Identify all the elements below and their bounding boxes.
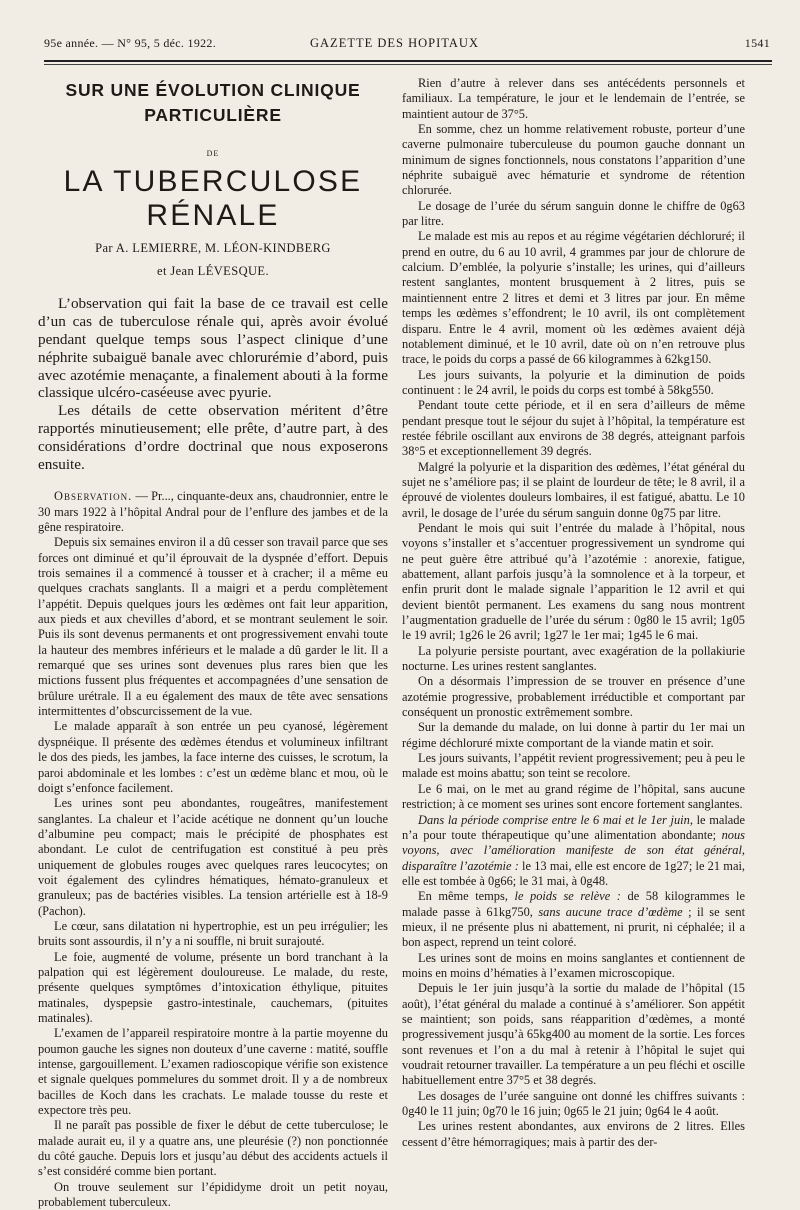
azotemia-values: le 13 mai, elle est encore de 1g27; le 21 mai, elle est tombée à 0g66; le 31 mai, à 0g48. (402, 858, 745, 888)
intro-paragraph: Les détails de cette observation méritent d’être rapportés minutieusement; elle prête, d’autre part, à des considérations d’ordre doctrinal que nous exposerons ensuite. (38, 402, 388, 473)
header-rule-thin (44, 64, 772, 65)
body-paragraph: Les jours suivants, l’appétit revient progressivement; peu à peu le malade est moins abattu; son teint se recolore. (402, 751, 745, 781)
article-intro (38, 295, 388, 473)
body-paragraph: Pendant le mois qui suit l’entrée du malade à l’hôpital, nous voyons s’installer et s’accentuer progressivement un syndrome qui ne peut guère être attribué qu’à l’azotémie : anorexie, fatigue, abattement, allant parfois jusqu’à la somnolence et à la torpeur, et enfin prurit dont le malade signale l’apparition le 12 avril et qui devient bientôt permanent. Les examens du sang nous montrent l’augmentation graduelle de l’urée du sérum : 0g80 le 15 avril; 1g05 le 19 avril; 1g26 le 26 avril; 1g27 le 1er mai; 1g45 le 6 mai. (402, 520, 745, 643)
weight-text-b: de 58 kilogrammes le malade passe à 61kg750, (402, 889, 745, 919)
weight-text-c: ; il se sent mieux, il ne présente plus ni abattement, ni prurit, ni céphalée; il a bon aspect, reprend un teint coloré. (402, 904, 746, 950)
body-paragraph: Les urines sont peu abondantes, rougeâtres, manifestement sanglantes. La chaleur et l’acide acétique ne donnent qu’un louche d’albumine peu compact; mais le précipité de phosphates est abondant. Le culot de centrifugation est constitué à peu près uniquement de globules rouges avec quelques rares leucocytes; on voit également des cylindres hématiques, hémato-granuleux et granuleux; pas de bactéries visibles. La tension artérielle est à 18-9 (Pachon). (38, 796, 388, 918)
body-paragraph: La polyurie persiste pourtant, avec exagération de la pollakiurie nocturne. Les urines restent sanglantes. (402, 643, 745, 674)
authors-line-2: et Jean LÉVESQUE. (157, 264, 269, 279)
journal-name: GAZETTE DES HOPITAUX (310, 36, 479, 50)
body-paragraph: On trouve seulement sur l’épididyme droit un petit noyau, probablement tuberculeux. (38, 1179, 388, 1210)
body-paragraph: En somme, chez un homme relativement robuste, porteur d’une caverne pulmonaire tuberculeuse du poumon gauche donnant un minimum de signes fonctionnels, nous constatons l’apparition d’une néphrite subaiguë avec hématurie et syndrome de rétention chlorurée. (402, 122, 745, 198)
body-paragraph: Il ne paraît pas possible de fixer le début de cette tuberculose; le malade aurait eu, il y a quatre ans, une pleurésie (?) non ponctionnée du côté gauche. Depuis lors et jusqu’au début des accidents actuels il s’est considéré comme bien portant. (38, 1118, 388, 1179)
page-number: 1541 (744, 36, 770, 50)
italic-period-intro: Dans la période comprise entre le 6 mai et le 1er juin, (418, 812, 693, 827)
running-header (44, 36, 770, 56)
body-paragraph: Le malade est mis au repos et au régime végétarien déchloruré; il prend en outre, du 6 au 10 avril, 4 grammes par jour de chlorure de calcium. D’emblée, la polyurie s’installe; les urines, qui d’ailleurs restent sanglantes, montent brusquement à 2 litres, puis se maintiennent entre 2 litres et demi et 3 litres par jour. En même temps les œdèmes s’effondrent; le 10 avril, ils ont complètement disparu. Entre le 4 avril, moment où les œdèmes avaient déjà notablement diminué, et le 10 avril, date où on n’en retrouve plus trace, le poids du corps a passé de 66 kilogrammes à 62kg150. (402, 229, 745, 367)
body-paragraph: Le malade apparaît à son entrée un peu cyanosé, légèrement dyspnéique. Il présente des œdèmes étendus et volumineux infiltrant le dos des pieds, les jambes, la face interne des cuisses, le scrotum, la paroi abdominale et les lombes : c’est un œdème blanc et mou, où le doigt s’enfonce facilement. (38, 719, 388, 795)
period-text: le malade n’a pour toute thérapeutique qu’une alimentation abondante; (402, 812, 745, 842)
observation-label: Observation. (54, 489, 133, 504)
weight-italic-2: sans aucune trace d’œdème (538, 904, 683, 919)
body-paragraph: Le cœur, sans dilatation ni hypertrophie, est un peu irrégulier; les bruits sont assourdis, il n’y a ni souffle, ni bruit surajouté. (38, 918, 388, 949)
body-paragraph: On a désormais l’impression de se trouver en présence d’une azotémie progressive, probablement irréductible et comportant par conséquent un pronostic extrêmement sombre. (402, 674, 745, 720)
header-rule-thick (44, 60, 772, 62)
issue-info: 95e année. — N° 95, 5 déc. 1922. (44, 36, 217, 50)
body-paragraph: Le dosage de l’urée du sérum sanguin donne le chiffre de 0g63 par litre. (402, 198, 745, 229)
weight-text-a: En même temps, (418, 889, 515, 904)
body-paragraph: L’examen de l’appareil respiratoire montre à la partie moyenne du poumon gauche les signes non douteux d’une caverne : matité, souffle intense, gargouillement. L’examen radioscopique vérifie son existence et signale quelques pommelures du sommet droit. Il y a de nombreux bacilles de Koch dans les crachats. Le malade tousse du reste et expectore très peu. (38, 1026, 388, 1118)
italic-period-paragraph (402, 813, 745, 890)
article-title-block (38, 80, 388, 279)
article-title-de: DE (206, 149, 220, 158)
intro-paragraph: L’observation qui fait la base de ce travail est celle d’un cas de tuberculose rénale qui, après avoir évolué pendant quelque temps sous l’aspect clinique d’une néphrite subaiguë banale avec chlorurémie d’abord, puis avec azotémie menaçante, a finalement abouti à la forme classique ulcéro-caséeuse avec pyurie. (38, 295, 388, 402)
body-paragraph: Rien d’autre à relever dans ses antécédents personnels et familiaux. La température, le jour et le lendemain de l’entrée, se maintient autour de 37°5. (402, 76, 745, 121)
italic-improvement-text: nous voyons, avec l’amélioration manifeste de son état général, disparaître l’azotémie : (402, 827, 745, 873)
article-title-main: LA TUBERCULOSE RÉNALE (63, 165, 363, 233)
observation-text: — Pr..., cinquante-deux ans, chaudronnier, entre le 30 mars 1922 à l’hôpital Andral pour de l’enflure des jambes et de la gêne respiratoire. (38, 489, 388, 534)
body-paragraph: Le foie, augmenté de volume, présente un bord tranchant à la palpation qui est légèrement douloureuse. Le malade, du reste, présente quelques symptômes d’intoxication éthylique, pituites matinales, dyspepsie gastro-intestinale, cauchemars, (pituites matinales). (38, 949, 388, 1025)
weight-italic-1: le poids se relève : (514, 889, 621, 904)
body-paragraph: Pendant toute cette période, et il en sera d’ailleurs de même pendant presque tout le séjour du sujet à l’hôpital, la température est restée fébrile oscillant aux environs de 38 degrés, atteignant parfois 38°5 et exceptionnellement 39 degrés. (402, 398, 745, 459)
article-title-line-1: SUR UNE ÉVOLUTION CLINIQUE (65, 80, 361, 100)
observation-paragraph (38, 489, 388, 535)
body-paragraph: Malgré la polyurie et la disparition des œdèmes, l’état général du sujet ne s’améliore pas; il se plaint de lourdeur de tête; le 8 avril, il a éprouvé de violentes douleurs lombaires, il est fatigué, abattu. Le 10 avril, le dosage de l’urée du sérum sanguin donne 0g75 par litre. (402, 459, 745, 520)
body-paragraph: Les dosages de l’urée sanguine ont donné les chiffres suivants : 0g40 le 11 juin; 0g70 le 16 juin; 0g65 le 21 juin; 0g64 le 4 août. (402, 1088, 745, 1119)
body-paragraph: Les urines sont de moins en moins sanglantes et contiennent de moins en moins d’hématies à l’examen microscopique. (402, 950, 745, 980)
left-column (38, 76, 388, 1210)
body-paragraph: Depuis le 1er juin jusqu’à la sortie du malade de l’hôpital (15 août), l’état général du malade a continué à s’améliorer. Son appétit se maintient; son poids, sans réapparition d’œdèmes, a monté progressivement jusqu’à 65kg400 au moment de la sortie. Les forces sont revenues et l’on a du mal à retenir à l’hôpital le sujet qui voudrait retourner travailler. La température a un peu fléchi et oscille habituellement entre 37°5 et 38 degrés. (402, 981, 745, 1088)
body-paragraph: Le 6 mai, on le met au grand régime de l’hôpital, sans aucune restriction; à ce moment ses urines sont encore fortement sanglantes. (402, 781, 745, 812)
authors-line-1: Par A. LEMIERRE, M. LÉON-KINDBERG (95, 241, 331, 256)
body-paragraph: Sur la demande du malade, on lui donne à partir du 1er mai un régime déchloruré mixte comportant de la viande matin et soir. (402, 720, 745, 750)
weight-paragraph (402, 889, 745, 950)
body-paragraph: Depuis six semaines environ il a dû cesser son travail parce que ses forces ont diminué et qu’il éprouvait de la dyspnée d’effort. Depuis trois semaines il a commencé à tousser et à cracher; il a même eu quelques crachats sanglants. Il a maigri et a perdu complètement l’appétit. Depuis quelques jours les œdèmes ont fait leur apparition, aux pieds et aux chevilles d’abord, et se montrant seulement le soir. Puis ils sont devenus permanents et ont progressivement envahi toute la hauteur des membres inférieurs et le malade a dû garder le lit. Il a remarqué que ses urines sont devenues plus rares bien que les mictions fussent plus fréquentes et accompagnées d’une sensation de brûlure urétrale. Il a eu également des maux de tête avec sensations intermittentes d’obscurcissement de la vue. (38, 535, 388, 719)
body-paragraph: Les jours suivants, la polyurie et la diminution de poids continuent : le 24 avril, le poids du corps est tombé à 58kg550. (402, 367, 745, 397)
body-paragraph: Les urines restent abondantes, aux environs de 2 litres. Elles cessent d’être hémorragiques; mais à partir des der- (402, 1119, 745, 1149)
right-column (402, 76, 745, 1150)
article-title-line-2: PARTICULIÈRE (144, 105, 282, 125)
